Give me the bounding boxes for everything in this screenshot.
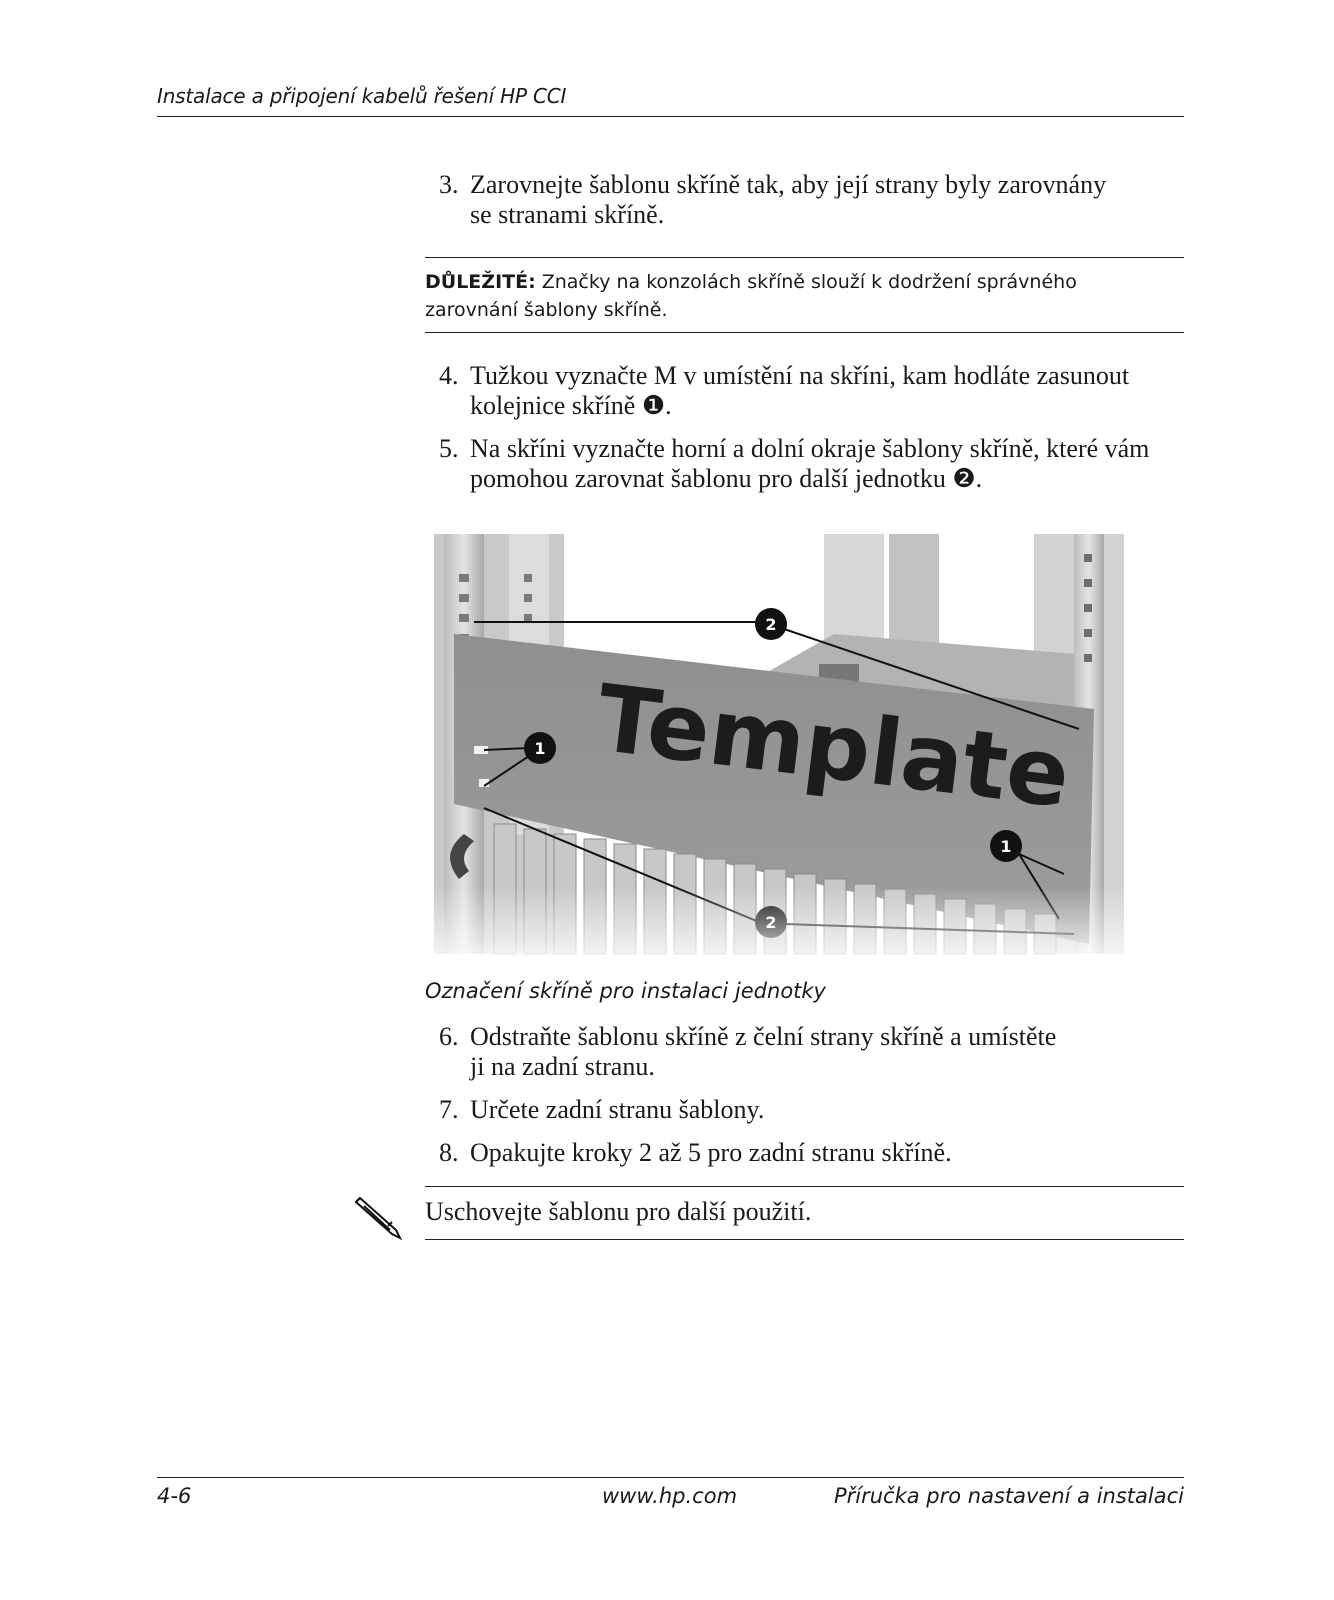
step-text-line: Na skříni vyznačte horní a dolní okraje šablony skříně, které vám xyxy=(470,434,1150,463)
important-box xyxy=(425,258,1184,332)
note-text: Uschovejte šablonu pro další použití. xyxy=(425,1197,812,1226)
step-text-line: Opakujte kroky 2 až 5 pro zadní stranu skříně. xyxy=(470,1138,952,1167)
page-footer xyxy=(157,1477,1184,1522)
header-title: Instalace a připojení kabelů řešení HP CCI xyxy=(157,84,567,108)
divider xyxy=(425,332,1184,333)
step-text-line: Odstraňte šablonu skříně z čelní strany skříně a umístěte xyxy=(470,1022,1057,1051)
footer-url: www.hp.com xyxy=(602,1484,738,1508)
important-label: DŮLEŽITÉ: xyxy=(425,271,536,293)
step-text-line: Určete zadní stranu šablony. xyxy=(470,1095,765,1124)
rack-template-figure xyxy=(434,534,1134,974)
step-text-line: pomohou zarovnat šablonu pro další jednotku ❷. xyxy=(470,464,983,493)
step-number: 6. xyxy=(439,1022,459,1051)
important-text-line: zarovnání šablony skříně. xyxy=(425,299,668,321)
step-6 xyxy=(425,1022,1184,1082)
step-number: 5. xyxy=(439,434,459,463)
step-text-line: se stranami skříně. xyxy=(470,200,665,229)
step-4 xyxy=(425,361,1184,421)
note-box xyxy=(425,1186,1184,1240)
page-number: 4-6 xyxy=(157,1484,192,1508)
step-5 xyxy=(425,434,1184,494)
step-number: 7. xyxy=(439,1095,459,1124)
figure-caption: Označení skříně pro instalaci jednotky xyxy=(425,979,826,1003)
divider xyxy=(425,1239,1184,1240)
step-number: 4. xyxy=(439,361,459,390)
rack-illustration xyxy=(434,534,1134,974)
step-8 xyxy=(425,1138,1184,1168)
step-number: 3. xyxy=(439,170,459,199)
step-text-line: ji na zadní stranu. xyxy=(470,1052,655,1081)
footer-doc-title: Příručka pro nastavení a instalaci xyxy=(833,1484,1184,1508)
important-text-line: Značky na konzolách skříně slouží k dodržení správného xyxy=(541,271,1077,293)
step-text-line: Zarovnejte šablonu skříně tak, aby její strany byly zarovnány xyxy=(470,170,1107,199)
step-text-line: Tužkou vyznačte M v umístění na skříni, kam hodláte zasunout xyxy=(470,361,1130,390)
main-content xyxy=(425,170,1184,1240)
pencil-note-icon xyxy=(350,1194,410,1244)
step-number: 8. xyxy=(439,1138,459,1167)
step-7 xyxy=(425,1095,1184,1125)
page-header xyxy=(157,80,1184,117)
step-text-line: kolejnice skříně ❶. xyxy=(470,391,672,420)
step-3 xyxy=(425,170,1184,230)
